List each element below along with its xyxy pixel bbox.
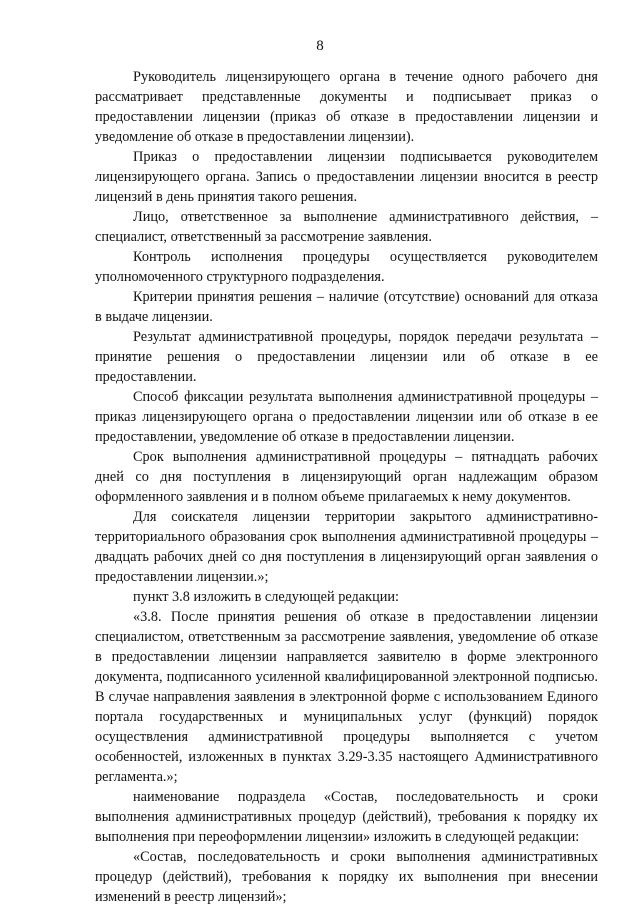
paragraph: пункт 3.8 изложить в следующей редакции:: [133, 589, 400, 605]
paragraph: Для соискателя лицензии территории закрытого административно-территориального образования срок выполнения административной процедуры – двадцать рабочих дней со дня поступления в лицензирующий орган заявления о предоставлении лицензии.»;: [95, 509, 598, 585]
paragraph: наименование подраздела «Состав, последовательность и сроки выполнения административных процедур (действий), требования к порядку их выполнения при переоформлении лицензии» изложить в следующей редакции:: [95, 789, 598, 845]
paragraph: Критерии принятия решения – наличие (отсутствие) оснований для отказа в выдаче лицензии.: [95, 289, 598, 325]
document-body: [95, 67, 598, 907]
paragraph: «Состав, последовательность и сроки выполнения административных процедур (действий), требования к порядку их выполнения при внесении изменений в реестр лицензий»;: [95, 849, 598, 905]
page-number: 8: [316, 38, 324, 54]
paragraph: Контроль исполнения процедуры осуществляется руководителем уполномоченного структурного подразделения.: [95, 249, 598, 285]
paragraph: Срок выполнения административной процедуры – пятнадцать рабочих дней со дня поступления в лицензирующий орган надлежащим образом оформленного заявления и в полном объеме прилагаемых к нему документов.: [95, 449, 598, 505]
paragraph: Лицо, ответственное за выполнение административного действия, – специалист, ответственный за рассмотрение заявления.: [95, 209, 598, 245]
paragraph: Способ фиксации результата выполнения административной процедуры – приказ лицензирующего органа о предоставлении лицензии или об отказе в ее предоставлении, уведомление об отказе в предоставлении лицензии.: [95, 389, 598, 445]
paragraph: Результат административной процедуры, порядок передачи результата – принятие решения о предоставлении лицензии или об отказе в ее предоставлении.: [95, 329, 598, 385]
paragraph: Приказ о предоставлении лицензии подписывается руководителем лицензирующего органа. Запись о предоставлении лицензии вносится в реестр лицензий в день принятия такого решения.: [95, 149, 598, 205]
paragraph: «3.8. После принятия решения об отказе в предоставлении лицензии специалистом, ответственным за рассмотрение заявления, уведомление об отказе в предоставлении лицензии направляется заявителю в форме электронного документа, подписанного усиленной квалифицированной электронной подписью. В случае направления заявления в электронной форме с использованием Единого портала государственных и муниципальных услуг (функций) порядок осуществления административной процедуры выполняется с учетом особенностей, изложенных в пунктах 3.29-3.35 настоящего Административного регламента.»;: [95, 609, 598, 785]
paragraph: Руководитель лицензирующего органа в течение одного рабочего дня рассматривает представленные документы и подписывает приказ о предоставлении лицензии (приказ об отказе в предоставлении лицензии и уведомление об отказе в предоставлении лицензии).: [95, 69, 598, 145]
